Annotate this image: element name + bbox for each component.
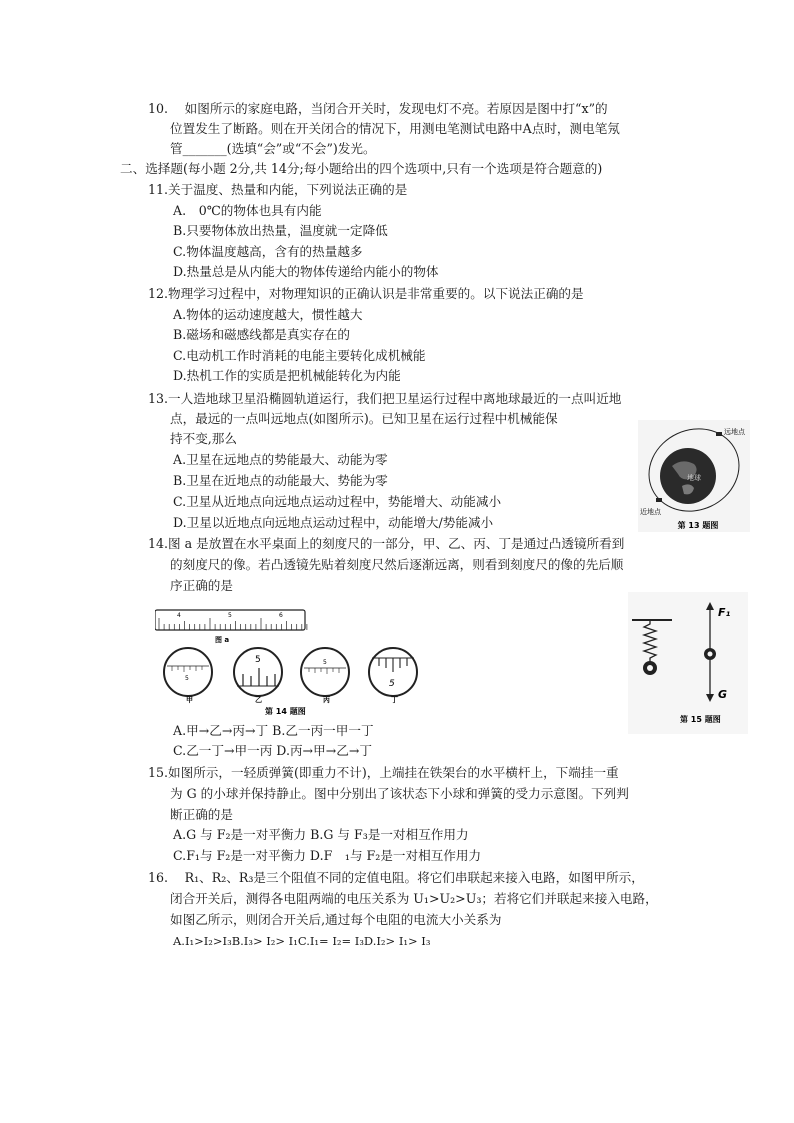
spring-force-figure [628,592,748,734]
q14-options-cd: C.乙一丁→甲一丙 D.丙→甲→乙→丁 [173,743,372,758]
q15-options-ab: A.G 与 F₂是一对平衡力 B.G 与 F₃是一对相互作用力 [173,827,469,842]
lens-bing [301,648,349,696]
ruler-number: 6 [279,612,283,619]
ruler-lens-figure [155,602,430,717]
lens-label-yi: 乙 [255,696,262,704]
q15-line1: 15.如图所示，一轻质弹簧(即重力不计)，上端挂在铁架台的水平横杆上，下端挂一重 [148,765,619,780]
q13-line1: 13.一人造地球卫星沿椭圆轨道运行，我们把卫星运行过程中离地球最近的一点叫近地 [148,391,622,406]
lens-number: 5 [255,655,261,665]
ruler-number: 4 [177,612,181,619]
q14-line1: 14.图 a 是放置在水平桌面上的刻度尺的一部分，甲、乙、丙、丁是通过凸透镜所看到 [148,536,625,551]
lens-label-jia: 甲 [186,696,193,704]
ball-highlight [647,665,653,671]
q11-stem: 11.关于温度、热量和内能，下列说法正确的是 [148,182,408,197]
q16-line2: 闭合开关后，测得各电阻两端的电压关系为 U₁>U₂>U₃；若将它们并联起来接入电路， [170,891,658,906]
fig-a-label: 图 a [215,636,230,644]
fig14-caption: 第 14 题图 [265,707,306,716]
ball-highlight [708,652,713,657]
satellite-apogee [716,432,722,436]
q13-option-c: C.卫星从近地点向远地点运动过程中，势能增大、动能减小 [173,494,502,509]
lens-number: 5 [185,675,189,682]
force-f1-label: F₁ [718,606,731,619]
q11-option-d: D.热量总是从内能大的物体传递给内能小的物体 [173,264,439,279]
section2-heading: 二、选择题(每小题 2分,共 14分;每小题给出的四个选项中,只有一个选项是符合题意的) [120,161,603,176]
lens-label-bing: 丙 [323,696,330,704]
q16-line1: 16. R₁、R₂、R₃是三个阻值不同的定值电阻。将它们串联起来接入电路，如图甲所示， [148,870,644,885]
q13-option-d: D.卫星以近地点向远地点运动过程中，动能增大/势能减小 [173,515,494,530]
q12-stem: 12.物理学习过程中，对物理知识的正确认识是非常重要的。以下说法正确的是 [148,286,584,301]
q10-line3: 管_______(选填“会”或“不会”)发光。 [170,141,376,156]
perigee-label: 近地点 [640,508,661,516]
q14-line3: 序正确的是 [170,578,233,593]
force-g-label: G [718,688,728,701]
q11-option-b: B.只要物体放出热量，温度就一定降低 [173,223,388,238]
satellite-perigee [656,498,662,502]
q14-options-ab: A.甲→乙→丙→丁 B.乙一丙一甲一丁 [173,723,374,738]
q16-line3: 如图乙所示，则闭合开关后,通过每个电阻的电流大小关系为 [170,912,502,927]
q13-option-b: B.卫星在近地点的动能最大、势能为零 [173,473,388,488]
q12-option-a: A.物体的运动速度越大，惯性越大 [173,307,363,322]
q11-option-c: C.物体温度越高，含有的热量越多 [173,244,363,259]
q16-options: A.I₁>I₂>I₃B.I₃> I₂> I₁C.I₁= I₂= I₃D.I₂> I₁> I₃ [173,934,431,948]
q14-line2: 的刻度尺的像。若凸透镜先贴着刻度尺然后逐渐远离，则看到刻度尺的像的先后顺 [170,557,624,572]
lens-number: 5 [389,679,395,689]
q12-option-c: C.电动机工作时消耗的电能主要转化成机械能 [173,348,426,363]
satellite-orbit-figure [638,420,750,532]
fig15-caption: 第 15 题图 [680,715,721,724]
ruler-number: 5 [228,612,232,619]
lens-label-ding: 丁 [391,696,398,704]
q12-option-b: B.磁场和磁感线都是真实存在的 [173,327,350,342]
q15-line2: 为 G 的小球并保持静止。图中分别出了该状态下小球和弹簧的受力示意图。下列判 [170,786,629,801]
q15-line3: 断正确的是 [170,807,233,822]
q13-line2: 点，最远的一点叫远地点(如图所示)。已知卫星在运行过程中机械能保 [170,411,558,426]
fig13-caption: 第 13 题图 [677,521,719,530]
q10-line2: 位置发生了断路。则在开关闭合的情况下，用测电笔测试电路中A点时，测电笔氖 [170,121,620,136]
q15-options-cd: C.F₁与 F₂是一对平衡力 D.F ₁与 F₂是一对相互作用力 [173,848,482,863]
q11-option-a: A. 0℃的物体也具有内能 [173,203,322,218]
q13-line3: 持不变,那么 [170,431,237,446]
q13-option-a: A.卫星在远地点的势能最大、动能为零 [173,452,388,467]
apogee-label: 远地点 [724,428,745,436]
earth-label: 地球 [687,474,701,482]
lens-jia [164,648,212,696]
lens-number: 5 [323,659,327,666]
q12-option-d: D.热机工作的实质是把机械能转化为内能 [173,368,401,383]
q10-line1: 10. 如图所示的家庭电路，当闭合开关时，发现电灯不亮。若原因是图中打“x”的 [148,101,608,116]
